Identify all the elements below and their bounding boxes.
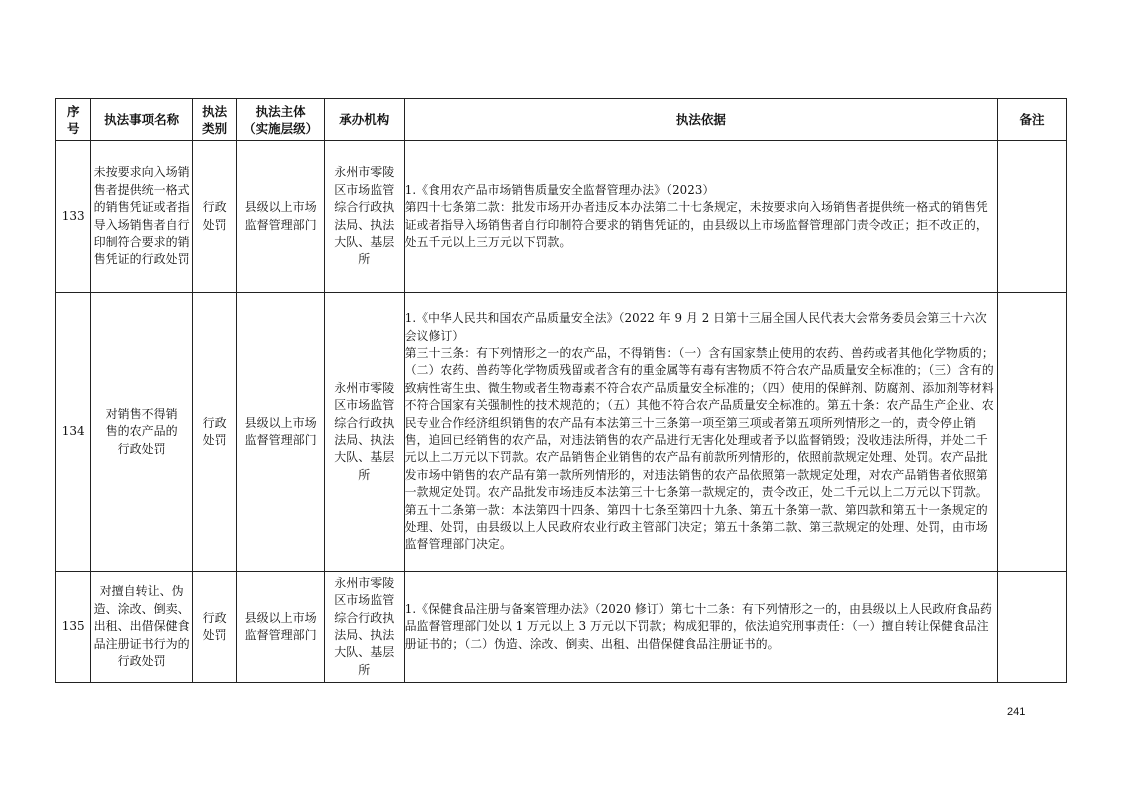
header-category: 执法类别 (192, 99, 237, 141)
row-seq: 134 (56, 293, 91, 572)
row-remarks (997, 572, 1066, 683)
table-header-row (56, 99, 1067, 141)
row-subject: 县级以上市场监督管理部门 (237, 293, 324, 572)
table-row (56, 293, 1067, 572)
header-agency: 承办机构 (324, 99, 404, 141)
basis-paragraph: 1.《中华人民共和国农产品质量安全法》（2022 年 9 月 2 日第十三届全国人民代表大会常务委员会第三十六次会议修订） (404, 311, 987, 343)
header-remarks: 备注 (997, 99, 1066, 141)
row-remarks (997, 141, 1066, 293)
header-subject-line2: （实施层级） (243, 120, 319, 136)
row-remarks (997, 293, 1066, 572)
row-item-name: 未按要求向入场销售者提供统一格式的销售凭证或者指导入场销售者自行印制符合要求的销售凭证的行政处罚 (91, 141, 192, 293)
row-category: 行政处罚 (192, 293, 237, 572)
row-basis (404, 293, 997, 572)
row-item-name: 对擅自转让、伪造、涂改、倒卖、出租、出借保健食品注册证书行为的行政处罚 (91, 572, 192, 683)
table-row (56, 141, 1067, 293)
row-seq: 133 (56, 141, 91, 293)
basis-paragraph: 1.《食用农产品市场销售质量安全监督管理办法》（2023） (404, 182, 715, 197)
row-item-name: 对销售不得销售的农产品的行政处罚 (91, 293, 192, 572)
row-subject: 县级以上市场监督管理部门 (237, 141, 324, 293)
row-basis (404, 572, 997, 683)
row-basis (404, 141, 997, 293)
row-agency: 永州市零陵区市场监管综合行政执法局、执法大队、基层所 (324, 141, 404, 293)
enforcement-table (55, 98, 1067, 683)
row-seq: 135 (56, 572, 91, 683)
header-subject (237, 99, 324, 141)
header-subject-line1: 执法主体 (255, 103, 306, 119)
header-seq: 序号 (56, 99, 91, 141)
row-category: 行政处罚 (192, 141, 237, 293)
row-subject: 县级以上市场监督管理部门 (237, 572, 324, 683)
page-number: 241 (1007, 706, 1026, 718)
row-agency: 永州市零陵区市场监管综合行政执法局、执法大队、基层所 (324, 572, 404, 683)
table-row (56, 572, 1067, 683)
basis-paragraph: 第三十三条：有下列情形之一的农产品，不得销售：（一）含有国家禁止使用的农药、兽药或者其他化学物质的；（二）农药、兽药等化学物质残留或者含有的重金属等有毒有害物质不符合农产品质量安全标准的；（三）含有的致病性寄生虫、微生物或者生物毒素不符合农产品质量安全标准的；（四）使用的保鲜剂、防腐剂、添加剂等材料不符合国家有关强制性的技术规范的；（五）其他不符合农产品质量安全标准的。第五十条：农产品生产企业、农民专业合作经济组织销售的农产品有本法第三十三条第一项至第三项或者第五项所列情形之一的，责令停止销售，追回已经销售的农产品，对违法销售的农产品进行无害化处理或者予以监督销毁；没收违法所得，并处二千元以上二万元以下罚款。农产品销售企业销售的农产品有前款所列情形的，依照前款规定处理、处罚。农产品批发市场中销售的农产品有第一款所列情形的，对违法销售的农产品依照第一款规定处理，对农产品销售者依照第一款规定处罚。农产品批发市场违反本法第三十七条第一款规定的，责令改正，处二千元以上二万元以下罚款。第五十二条第一款：本法第四十四条、第四十七条至第四十九条、第五十条第一款、第四款和第五十一条规定的处理、处罚，由县级以上人民政府农业行政主管部门决定；第五十条第二款、第三款规定的处理、处罚，由市场监督管理部门决定。 (404, 345, 994, 552)
header-basis: 执法依据 (404, 99, 997, 141)
basis-paragraph: 1.《保健食品注册与备案管理办法》（2020 修订）第七十二条：有下列情形之一的，由县级以上人民政府食品药品监督管理部门处以 1 万元以上 3 万元以下罚款；构成犯罪的，依法追究刑事责任：（一）擅自转让保健食品注册证书的；（二）伪造、涂改、倒卖、出租、出借保健食品注册证书的。 (404, 601, 992, 651)
basis-paragraph: 第四十七条第二款：批发市场开办者违反本办法第二十七条规定，未按要求向入场销售者提供统一格式的销售凭证或者指导入场销售者自行印制符合要求的销售凭证的，由县级以上市场监督管理部门责令改正；拒不改正的，处五千元以上三万元以下罚款。 (404, 200, 988, 249)
row-agency: 永州市零陵区市场监管综合行政执法局、执法大队、基层所 (324, 293, 404, 572)
header-item-name: 执法事项名称 (91, 99, 192, 141)
row-category: 行政处罚 (192, 572, 237, 683)
